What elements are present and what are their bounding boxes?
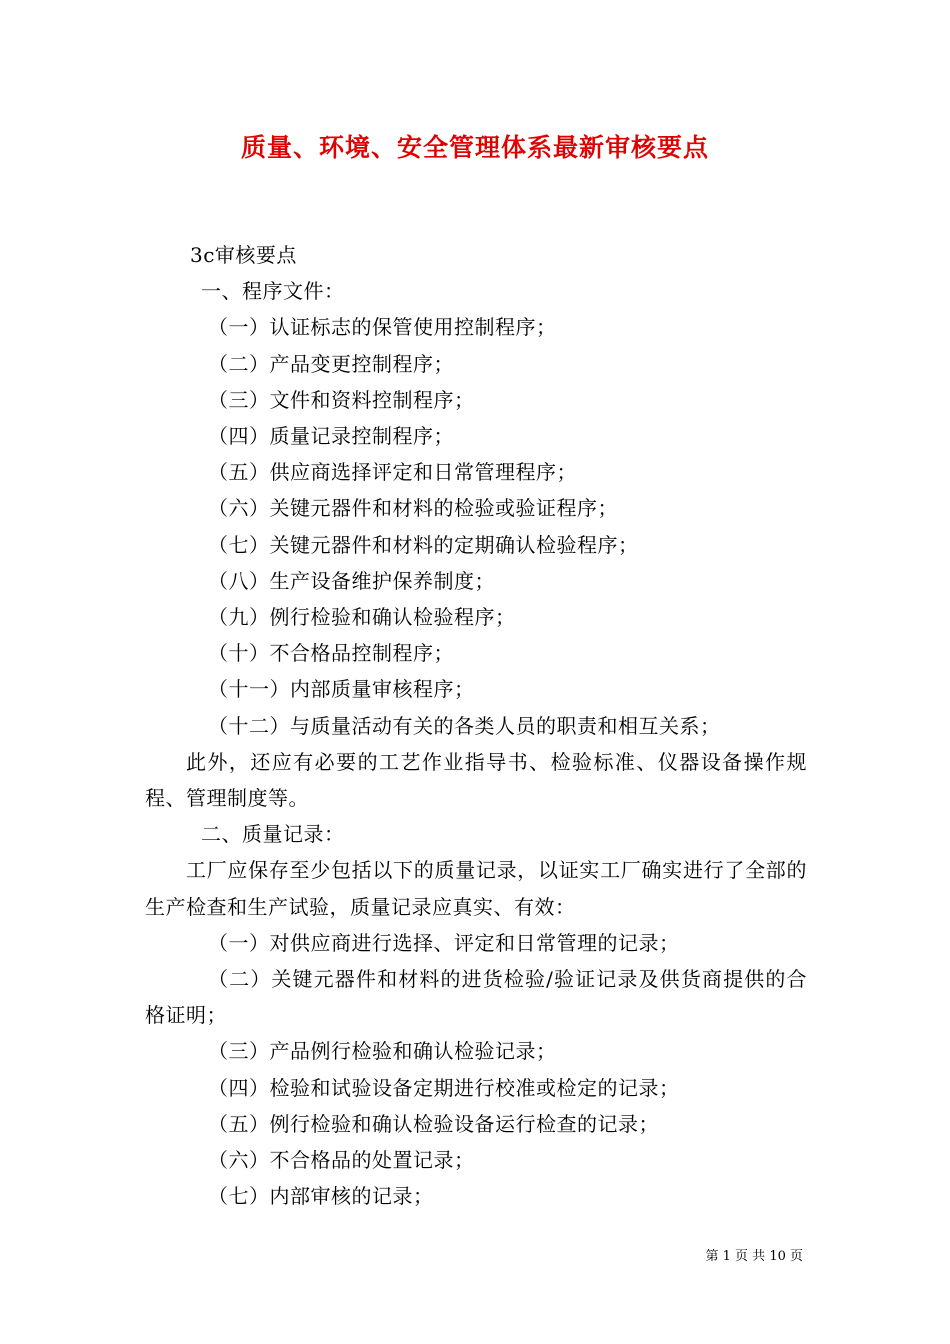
paragraph-intro: 工厂应保存至少包括以下的质量记录，以证实工厂确实进行了全部的生产检查和生产试验，质量记录应真实、有效： <box>145 858 807 919</box>
list-item: （一）认证标志的保管使用控制程序； <box>208 315 557 340</box>
list-item: （六）关键元器件和材料的检验或验证程序； <box>208 496 618 521</box>
list-item: （七）内部审核的记录； <box>208 1184 434 1209</box>
list-item: （二）产品变更控制程序； <box>208 351 454 376</box>
section-title: 二、质量记录： <box>201 822 345 847</box>
section-title: 一、程序文件： <box>201 279 345 304</box>
list-item: （七）关键元器件和材料的定期确认检验程序； <box>208 532 639 557</box>
list-item: （五）供应商选择评定和日常管理程序； <box>208 460 577 485</box>
list-item: （三）产品例行检验和确认检验记录； <box>208 1039 557 1064</box>
list-item: （一）对供应商进行选择、评定和日常管理的记录； <box>208 930 680 955</box>
list-item: （十二）与质量活动有关的各类人员的职责和相互关系； <box>208 713 721 738</box>
list-item: （八）生产设备维护保养制度； <box>208 568 495 593</box>
list-item: （四）质量记录控制程序； <box>208 424 454 449</box>
page-number: 第 1 页 共 10 页 <box>705 1249 803 1264</box>
document-body <box>145 237 807 1214</box>
list-item: （二）关键元器件和材料的进货检验/验证记录及供货商提供的合格证明； <box>145 967 807 1028</box>
document-title: 质量、环境、安全管理体系最新审核要点 <box>240 133 709 162</box>
list-item: （六）不合格品的处置记录； <box>208 1148 475 1173</box>
list-item: （十）不合格品控制程序； <box>208 641 454 666</box>
list-item: （五）例行检验和确认检验设备运行检查的记录； <box>208 1111 659 1136</box>
list-item: （九）例行检验和确认检验程序； <box>208 605 516 630</box>
heading-3c: 3c审核要点 <box>190 243 297 267</box>
list-item: （三）文件和资料控制程序； <box>208 387 475 412</box>
list-item: （十一）内部质量审核程序； <box>208 677 475 702</box>
list-item: （四）检验和试验设备定期进行校准或检定的记录； <box>208 1075 680 1100</box>
paragraph-note: 此外，还应有必要的工艺作业指导书、检验标准、仪器设备操作规程、管理制度等。 <box>145 749 807 811</box>
